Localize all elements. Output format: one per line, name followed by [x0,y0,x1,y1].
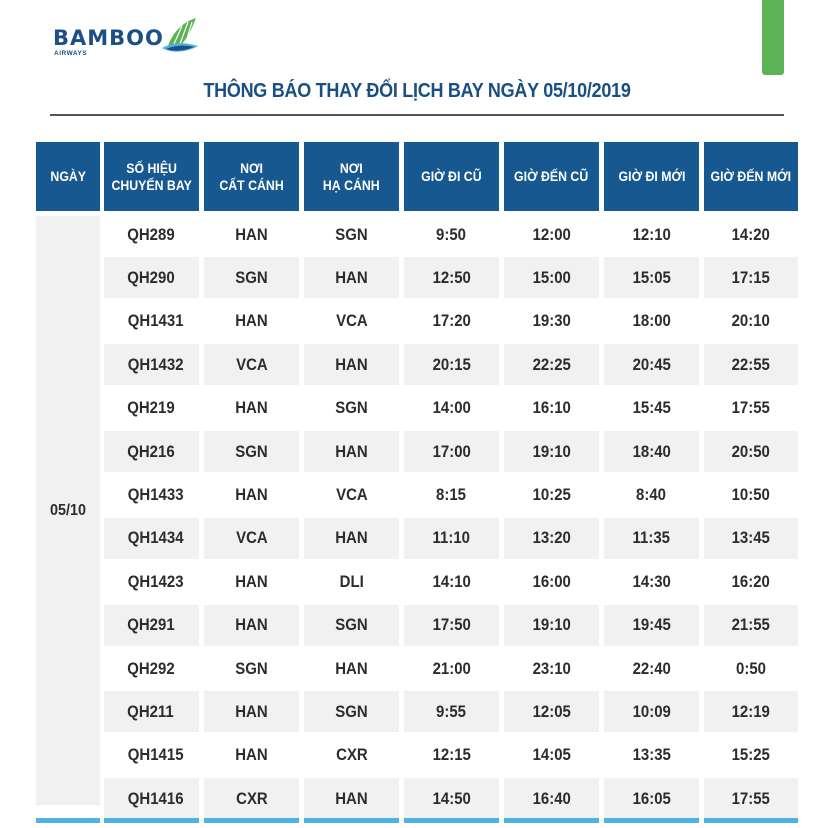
cell-value: HAN [335,354,368,374]
header-old-arrival [504,142,599,211]
cell-value: 8:40 [636,484,667,504]
cell-value: 15:25 [731,745,771,765]
cell-destination [304,214,399,255]
cell-value: 23:10 [532,658,571,678]
cell-new-arrival [704,735,798,776]
header-label: GIỜ ĐI MỚI [618,168,685,184]
cell-origin [204,214,299,255]
cell-old-departure [404,648,499,689]
cell-value: 12:00 [532,224,571,244]
cell-value: 14:00 [432,398,471,418]
cell-new-departure [604,518,699,559]
cell-old-departure [404,214,499,255]
cell-new-arrival [704,648,798,689]
cell-new-departure [604,605,699,646]
bamboo-tail-icon [158,16,200,54]
cell-value: 14:50 [432,788,471,808]
footer-bar [36,818,100,823]
cell-old-arrival [504,605,599,646]
cell-value: SGN [335,398,368,418]
cell-value: SGN [235,441,268,461]
cell-new-departure [604,431,699,472]
cell-value: 10:50 [731,484,771,504]
cell-value: HAN [335,441,368,461]
cell-flight-number [104,518,199,559]
cell-flight-number [104,344,199,385]
header-origin [204,142,299,211]
cell-value: SGN [335,615,368,635]
cell-value: 16:20 [731,571,771,591]
cell-destination [304,301,399,342]
cell-value: 17:00 [432,441,471,461]
cell-new-arrival [704,344,798,385]
cell-new-departure [604,648,699,689]
cell-new-departure [604,257,699,298]
footer-bar [604,818,699,823]
cell-old-departure [404,735,499,776]
cell-value: 11:10 [432,528,471,548]
header-label: GIỜ ĐẾN CŨ [514,168,589,184]
cell-value: 12:10 [632,224,671,244]
cell-value: 20:15 [432,354,471,374]
cell-destination [304,648,399,689]
cell-value: SGN [235,267,268,287]
cell-value: QH219 [127,398,175,418]
cell-value: HAN [335,788,368,808]
cell-value: QH289 [127,224,175,244]
header-label: SỐ HIỆU [126,159,177,176]
page-title: THÔNG BÁO THAY ĐỔI LỊCH BAY NGÀY 05/10/2019 [203,80,631,102]
header-date [36,142,100,211]
cell-value: 22:55 [731,354,771,374]
header-label: HẠ CÁNH [323,176,380,193]
cell-new-departure [604,474,699,515]
cell-origin [204,648,299,689]
cell-value: QH1431 [127,311,184,331]
footer-bar [204,818,299,823]
cell-origin [204,518,299,559]
cell-old-arrival [504,518,599,559]
cell-destination [304,735,399,776]
cell-new-arrival [704,518,798,559]
cell-old-arrival [504,214,599,255]
cell-value: 22:25 [532,354,571,374]
cell-flight-number [104,778,199,819]
cell-old-arrival [504,735,599,776]
cell-new-departure [604,691,699,732]
cell-new-departure [604,778,699,819]
cell-new-arrival [704,561,798,602]
cell-value: 0:50 [736,658,766,678]
cell-new-arrival [704,257,798,298]
cell-value: SGN [335,224,368,244]
cell-value: 17:55 [731,788,771,808]
cell-flight-number [104,735,199,776]
cell-value: HAN [335,528,368,548]
cell-old-departure [404,605,499,646]
cell-value: QH211 [127,701,174,721]
header-label: GIỜ ĐI CŨ [421,168,482,184]
cell-value: DLI [339,571,364,591]
cell-origin [204,474,299,515]
cell-flight-number [104,474,199,515]
logo-subtext: AIRWAYS [54,50,88,57]
cell-old-arrival [504,778,599,819]
cell-new-departure [604,561,699,602]
footer-bar [504,818,599,823]
cell-destination [304,605,399,646]
cell-old-departure [404,257,499,298]
cell-old-arrival [504,388,599,429]
cell-value: CXR [235,788,268,808]
cell-value: 17:15 [731,267,771,287]
cell-origin [204,344,299,385]
cell-value: 15:05 [632,267,671,287]
cell-value: 12:05 [532,701,571,721]
bamboo-airways-logo [50,14,200,57]
cell-old-departure [404,518,499,559]
cell-value: VCA [335,311,368,331]
cell-value: 19:30 [532,311,571,331]
footer-bar [404,818,499,823]
cell-new-departure [604,301,699,342]
cell-flight-number [104,388,199,429]
cell-value: 14:05 [532,745,571,765]
cell-origin [204,431,299,472]
cell-new-arrival [704,778,798,819]
cell-old-departure [404,388,499,429]
cell-origin [204,735,299,776]
cell-old-arrival [504,648,599,689]
cell-new-arrival [704,431,798,472]
cell-new-arrival [704,388,798,429]
cell-old-departure [404,691,499,732]
cell-old-arrival [504,431,599,472]
cell-flight-number [104,605,199,646]
cell-value: 10:25 [532,484,571,504]
cell-flight-number [104,257,199,298]
cell-value: 15:00 [532,267,571,287]
cell-flight-number [104,301,199,342]
cell-value: 18:40 [632,441,671,461]
cell-origin [204,257,299,298]
cell-destination [304,388,399,429]
header-flight-number [104,142,199,211]
cell-value: 13:20 [532,528,571,548]
cell-value: 15:45 [632,398,671,418]
cell-value: 14:20 [731,224,771,244]
cell-value: 16:10 [532,398,571,418]
cell-destination [304,691,399,732]
cell-value: 10:09 [632,701,671,721]
header-new-arrival [704,142,798,211]
cell-new-departure [604,735,699,776]
header-label: GIỜ ĐẾN MỚI [710,168,792,184]
header-destination [304,142,399,211]
header-label: NƠI [240,159,263,176]
cell-value: 13:45 [731,528,771,548]
header-old-departure [404,142,499,211]
cell-value: 12:19 [731,701,771,721]
cell-flight-number [104,431,199,472]
cell-origin [204,561,299,602]
cell-value: HAN [235,224,268,244]
cell-old-arrival [504,561,599,602]
footer-bar [704,818,798,823]
cell-value: 17:20 [432,311,471,331]
cell-value: 13:35 [632,745,671,765]
cell-value: 16:00 [532,571,571,591]
cell-value: 19:45 [632,615,671,635]
cell-origin [204,388,299,429]
cell-value: 12:50 [432,267,471,287]
cell-new-departure [604,214,699,255]
cell-value: 19:10 [532,441,571,461]
cell-value: HAN [335,267,368,287]
cell-origin [204,605,299,646]
cell-destination [304,561,399,602]
header-label: NGÀY [50,168,86,184]
cell-value: QH1433 [127,484,184,504]
cell-new-departure [604,388,699,429]
cell-value: SGN [235,658,268,678]
cell-old-departure [404,561,499,602]
cell-value: 20:45 [632,354,671,374]
cell-old-arrival [504,474,599,515]
cell-value: HAN [235,701,268,721]
cell-value: 21:55 [731,615,771,635]
cell-value: QH292 [127,658,175,678]
cell-old-departure [404,344,499,385]
cell-value: 19:10 [532,615,571,635]
cell-old-departure [404,431,499,472]
cell-destination [304,518,399,559]
cell-value: QH290 [127,267,175,287]
cell-flight-number [104,561,199,602]
cell-old-departure [404,474,499,515]
cell-value: QH291 [127,615,175,635]
cell-value: QH1416 [127,788,184,808]
cell-value: HAN [235,398,268,418]
cell-value: 9:50 [436,224,467,244]
cell-new-arrival [704,301,798,342]
cell-new-departure [604,344,699,385]
cell-value: HAN [235,571,268,591]
cell-old-arrival [504,344,599,385]
cell-value: 14:10 [432,571,471,591]
cell-value: QH1434 [127,528,184,548]
cell-value: CXR [335,745,368,765]
cell-value: 22:40 [632,658,671,678]
cell-value: SGN [335,701,368,721]
footer-bar [104,818,199,823]
cell-flight-number [104,214,199,255]
cell-old-arrival [504,691,599,732]
cell-value: HAN [335,658,368,678]
title-divider [50,114,784,116]
cell-value: HAN [235,484,268,504]
cell-value: QH216 [127,441,175,461]
header-new-departure [604,142,699,211]
cell-value: 16:05 [632,788,671,808]
cell-flight-number [104,691,199,732]
date-value: 05/10 [49,501,87,519]
cell-new-arrival [704,474,798,515]
green-accent-tab [762,0,784,75]
cell-flight-number [104,648,199,689]
cell-destination [304,431,399,472]
cell-old-arrival [504,257,599,298]
cell-value: HAN [235,745,268,765]
cell-old-arrival [504,301,599,342]
cell-old-departure [404,301,499,342]
cell-value: VCA [235,528,268,548]
cell-value: VCA [235,354,268,374]
cell-value: 21:00 [432,658,471,678]
footer-bar [304,818,399,823]
cell-value: 12:15 [432,745,471,765]
header-label: NƠI [340,159,363,176]
cell-new-arrival [704,214,798,255]
cell-new-arrival [704,691,798,732]
cell-origin [204,691,299,732]
header-label: CẤT CÁNH [219,176,284,193]
cell-value: 11:35 [632,528,671,548]
cell-value: 18:00 [632,311,671,331]
cell-value: VCA [335,484,368,504]
cell-origin [204,778,299,819]
cell-value: HAN [235,615,268,635]
cell-origin [204,301,299,342]
date-cell [36,216,100,805]
cell-value: HAN [235,311,268,331]
cell-value: QH1415 [127,745,184,765]
cell-destination [304,257,399,298]
header-label: CHUYẾN BAY [111,176,192,193]
logo-wordmark: BAMBOO [53,26,164,50]
cell-value: 8:15 [436,484,467,504]
cell-value: QH1432 [127,354,184,374]
cell-value: 16:40 [532,788,571,808]
cell-value: 17:55 [731,398,771,418]
cell-value: 17:50 [432,615,471,635]
cell-value: 9:55 [436,701,467,721]
cell-value: 14:30 [632,571,671,591]
cell-value: 20:50 [731,441,771,461]
cell-new-arrival [704,605,798,646]
cell-destination [304,778,399,819]
cell-value: 20:10 [731,311,771,331]
cell-value: QH1423 [127,571,184,591]
cell-old-departure [404,778,499,819]
cell-destination [304,474,399,515]
cell-destination [304,344,399,385]
